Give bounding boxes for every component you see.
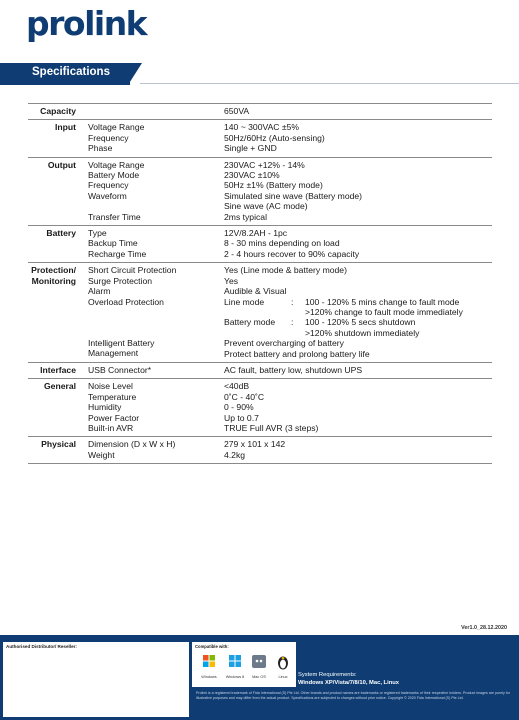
version-label: Ver1.0_28.12.2020 bbox=[461, 625, 507, 631]
footer bbox=[0, 635, 519, 720]
section-title: Specifications bbox=[32, 66, 110, 78]
spec-table bbox=[28, 103, 492, 464]
logo-text: prolink bbox=[26, 4, 147, 43]
overload-line-mode: Line mode : 100 - 120% 5 mins change to fault mode bbox=[224, 296, 460, 307]
system-requirements: System Requirements: Windows XP/Vista/7/8/10, Mac, Linux bbox=[298, 672, 399, 686]
spec-row-protection: Protection/ Monitoring Short Circuit Protection Surge Protection Alarm Overload Protection Intelligent Battery Management Yes (Line mode & battery mode) Yes Audible & Visual Line mode : 100 - 120% 5 mins change to fault mode >120% change to fault mode immediately Battery mode : 100 - 120% 5 secs shutdown >120% shutdown immediately Prevent overcharging of battery Protect battery and prolong battery life bbox=[28, 262, 492, 362]
linux-icon: Linux bbox=[272, 653, 294, 679]
spec-row-output: Output Voltage Range Battery Mode Frequency Waveform Transfer Time 230VAC +12% - 14% 230VAC ±10% 50Hz ±1% (Battery mode) Simulated sine wave (Battery mode) Sine wave (AC mode) 2ms typical bbox=[28, 157, 492, 225]
windows-8-icon: Windows 8 bbox=[224, 653, 246, 679]
spec-row-general: General Noise Level Temperature Humidity Power Factor Built-in AVR <40dB 0˚C - 40˚C 0 - 90% Up to 0.7 TRUE Full AVR (3 steps) bbox=[28, 378, 492, 436]
overload-battery-mode: Battery mode : 100 - 120% 5 secs shutdown bbox=[224, 317, 416, 328]
distributor-box: Authorised Distributor/ Reseller: bbox=[3, 642, 189, 717]
windows-xp-icon: Windows bbox=[198, 653, 220, 679]
mac-os-icon: Mac OS bbox=[248, 653, 270, 679]
spec-row-input: Input Voltage Range Frequency Phase 140 ~ 300VAC ±5% 50Hz/60Hz (Auto-sensing) Single + GND bbox=[28, 119, 492, 156]
section-banner bbox=[0, 63, 519, 85]
prolink-logo bbox=[26, 4, 146, 44]
spec-row-physical: Physical Dimension (D x W x H) Weight 279 x 101 x 142 4.2kg bbox=[28, 436, 492, 464]
legal-notice: Prolink is a registered trademark of Fida International (S) Pte Ltd. Other brands and product names are trademarks or registered trademarks of their respective holders. Product images are purely for illustrative purposes and may differ from the actual product. Specifications are subjected to changes without prior notice. Copyright © 2020 Fida International (S) Pte Ltd. bbox=[196, 691, 511, 700]
spec-row-capacity: Capacity 650VA bbox=[28, 103, 492, 119]
spec-row-interface: Interface USB Connector* AC fault, battery low, shutdown UPS bbox=[28, 362, 492, 378]
spec-row-battery: Battery Type Backup Time Recharge Time 12V/8.2AH - 1pc 8 - 30 mins depending on load 2 - 4 hours recover to 90% capacity bbox=[28, 225, 492, 262]
compatibility-box: Compatible with: Windows Windows 8 Mac OS Linux bbox=[192, 642, 296, 687]
